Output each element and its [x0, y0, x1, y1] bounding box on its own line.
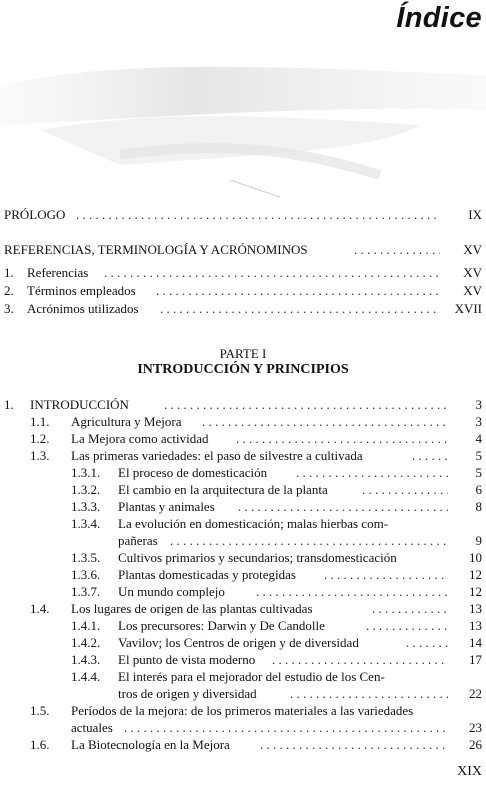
leader-dots: [156, 282, 440, 300]
toc-entry-label: Referencias: [27, 265, 89, 280]
toc-entry-label: tros de origen y diversidad: [118, 686, 257, 701]
toc-entry-number: 1.3.7.: [71, 584, 101, 599]
part-heading: INTRODUCCIÓN Y PRINCIPIOS: [137, 362, 349, 377]
toc-entry-label: Agricultura y Mejora: [71, 414, 182, 429]
toc-entry-number: 1.1.: [30, 414, 50, 429]
toc-entry-label: Plantas y animales: [118, 499, 215, 514]
toc-entry-page: XV: [463, 283, 482, 298]
toc-entry-label: Los precursores: Darwin y De Candolle: [118, 618, 325, 633]
toc-entry-page: 5: [475, 465, 482, 480]
toc-entry-label: Los lugares de origen de las plantas cultivadas: [71, 601, 313, 616]
toc-entry[interactable]: [0, 617, 486, 635]
toc-entry[interactable]: [0, 634, 486, 652]
toc-entry-number: 1.3.: [30, 448, 50, 463]
leader-dots: [260, 736, 448, 754]
toc-entry-continuation[interactable]: [0, 719, 486, 737]
toc-entry-number: 1.3.3.: [71, 499, 101, 514]
toc-entry-page: 22: [469, 686, 482, 701]
toc-entry-number: 3.: [4, 301, 14, 316]
toc-entry-label: La evolución en domesticación; malas hierbas com-: [118, 516, 389, 531]
toc-entry-page: 6: [475, 482, 482, 497]
toc-entry-label: actuales: [71, 720, 113, 735]
toc-entry-number: 1.6.: [30, 737, 50, 752]
toc-entry-label: El cambio en la arquitectura de la planta: [118, 482, 328, 497]
leader-dots: [160, 300, 436, 318]
leader-dots: [412, 447, 448, 465]
toc-entry-page: 4: [475, 431, 482, 446]
leader-dots: [354, 241, 440, 259]
leader-dots: [366, 617, 448, 635]
leader-dots: [406, 634, 448, 652]
toc-entry-number: 1.3.1.: [71, 465, 101, 480]
toc-entry-label: PRÓLOGO: [4, 207, 66, 222]
leader-dots: [296, 464, 448, 482]
toc-entry-page: 13: [469, 618, 482, 633]
leader-dots: [290, 685, 448, 703]
leader-dots: [104, 264, 440, 282]
page-number: XIX: [457, 764, 482, 779]
toc-entry-page: 3: [475, 414, 482, 429]
toc-entry-number: 1.3.4.: [71, 516, 101, 531]
toc-entry[interactable]: [0, 430, 486, 448]
leader-dots: [362, 481, 448, 499]
toc-entry-page: 14: [469, 635, 482, 650]
toc-entry-number: 2.: [4, 283, 14, 298]
toc-entry-number: 1.2.: [30, 431, 50, 446]
toc-entry-label: Un mundo complejo: [118, 584, 225, 599]
toc-entry[interactable]: [0, 264, 486, 282]
toc-entry-prologo[interactable]: [0, 206, 486, 224]
toc-entry-label: El proceso de domesticación: [118, 465, 268, 480]
toc-entry-label: INTRODUCCIÓN: [30, 397, 129, 412]
leader-dots: [202, 413, 448, 431]
toc-entry-number: 1.4.3.: [71, 652, 101, 667]
toc-entry[interactable]: [0, 651, 486, 669]
toc-entry-label: REFERENCIAS, TERMINOLOGÍA Y ACRÓNOMINOS: [4, 242, 308, 257]
toc-entry-page: 23: [469, 720, 482, 735]
leader-dots: [272, 651, 448, 669]
toc-entry-label: El interés para el mejorador del estudio de los Cen-: [118, 669, 385, 684]
toc-entry-label: La Biotecnología en la Mejora: [71, 737, 230, 752]
toc-entry-number: 1.3.5.: [71, 550, 101, 565]
toc-entry-number: 1.4.1.: [71, 618, 101, 633]
part-number: PARTE I: [219, 346, 267, 361]
toc-entry[interactable]: [0, 566, 486, 584]
toc-entry-page: 17: [469, 652, 482, 667]
toc-entry[interactable]: [0, 668, 486, 686]
toc-entry-number: 1.5.: [30, 703, 50, 718]
toc-entry-number: 1.: [4, 397, 14, 412]
leader-dots: [324, 566, 448, 584]
toc-entry-page: 12: [469, 567, 482, 582]
toc-entry[interactable]: [0, 498, 486, 516]
toc-entry-label: Plantas domesticadas y protegidas: [118, 567, 296, 582]
toc-entry-label: Cultivos primarios y secundarios; transdomesticación: [118, 550, 397, 565]
toc-entry-label: Las primeras variedades: el paso de silvestre a cultivada: [71, 448, 363, 463]
toc-entry[interactable]: [0, 282, 486, 300]
toc-entry[interactable]: [0, 702, 486, 720]
toc-entry-page: XV: [463, 265, 482, 280]
leader-dots: [236, 430, 448, 448]
toc-entry-number: 1.: [4, 265, 14, 280]
toc-entry[interactable]: [0, 481, 486, 499]
toc-entry-number: 1.4.: [30, 601, 50, 616]
leader-dots: [124, 719, 448, 737]
toc-entry-page: 12: [469, 584, 482, 599]
toc-entry[interactable]: [0, 549, 486, 567]
toc-entry-page: 10: [469, 550, 482, 565]
toc-entry-continuation[interactable]: [0, 532, 486, 550]
toc-entry[interactable]: [0, 464, 486, 482]
toc-entry-label: Vavilov; los Centros de origen y de diversidad: [118, 635, 359, 650]
toc-chapter[interactable]: [0, 396, 486, 414]
toc-entry-page: 26: [469, 737, 482, 752]
toc-entry-page: XVII: [454, 301, 482, 316]
leader-dots: [238, 498, 448, 516]
toc-entry[interactable]: [0, 447, 486, 465]
toc-entry-page: 3: [475, 397, 482, 412]
toc-entry-number: 1.3.2.: [71, 482, 101, 497]
toc-entry[interactable]: [0, 600, 486, 618]
toc-entry-continuation[interactable]: [0, 685, 486, 703]
toc-entry-label: pañeras: [118, 533, 158, 548]
toc-entry[interactable]: [0, 515, 486, 533]
toc-entry-label: Términos empleados: [27, 283, 136, 298]
toc-entry-referencias-terminologia[interactable]: [0, 241, 486, 259]
toc-entry-number: 1.3.6.: [71, 567, 101, 582]
toc-entry-page: 13: [469, 601, 482, 616]
leader-dots: [170, 532, 448, 550]
toc-entry-label: Períodos de la mejora: de los primeros materiales a las variedades: [71, 703, 414, 718]
toc-entry-page: 8: [475, 499, 482, 514]
toc-entry-label: El punto de vista moderno: [118, 652, 256, 667]
leader-dots: [76, 206, 440, 224]
page-title: Índice: [396, 2, 482, 34]
leader-dots: [164, 396, 450, 414]
toc-entry-label: La Mejora como actividad: [71, 431, 209, 446]
leader-dots: [372, 600, 448, 618]
toc-entry-number: 1.4.2.: [71, 635, 101, 650]
toc-entry[interactable]: [0, 300, 486, 318]
leader-dots: [256, 583, 448, 601]
toc-entry[interactable]: [0, 736, 486, 754]
toc-entry-page: 5: [475, 448, 482, 463]
toc-entry-number: 1.4.4.: [71, 669, 101, 684]
toc-entry[interactable]: [0, 583, 486, 601]
toc-entry-label: Acrónimos utilizados: [27, 301, 139, 316]
toc-entry-page: 9: [475, 533, 482, 548]
toc-entry-page: IX: [468, 207, 482, 222]
toc-entry-page: XV: [463, 242, 482, 257]
toc-entry[interactable]: [0, 413, 486, 431]
background-watermark: [0, 55, 486, 205]
